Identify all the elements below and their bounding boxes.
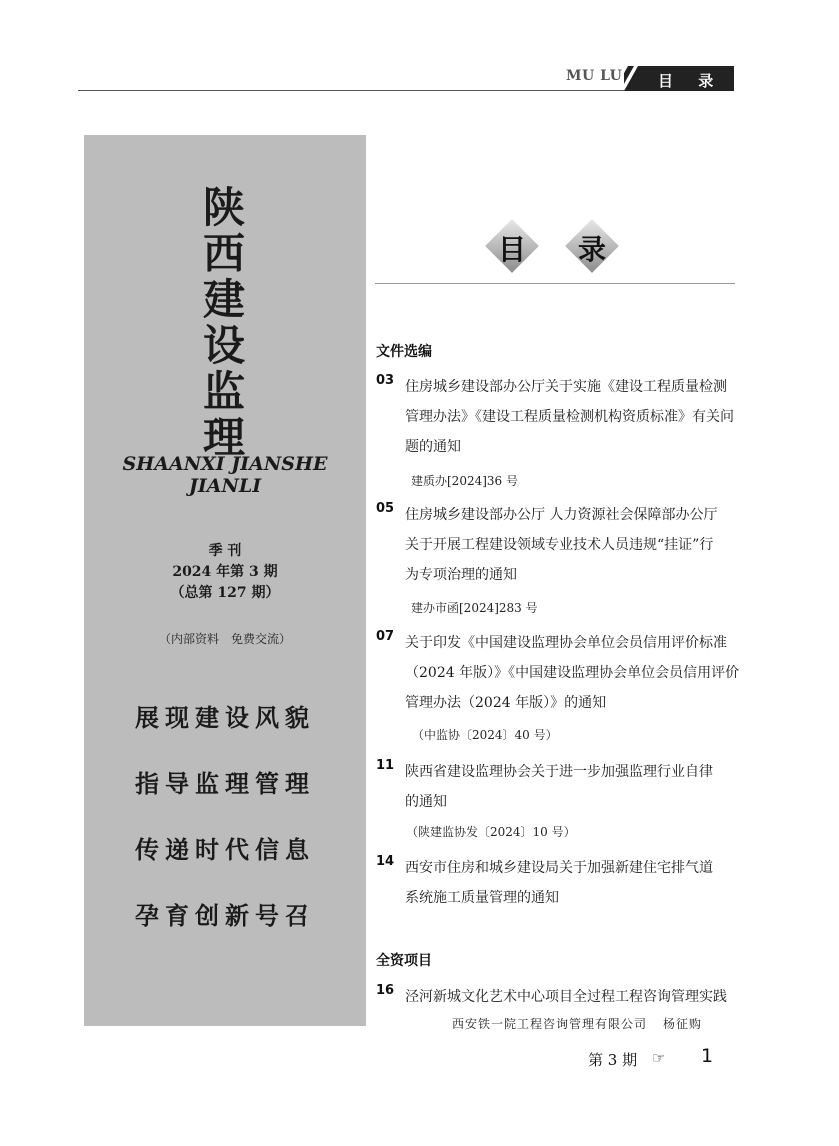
slogan: 孕育创新号召 xyxy=(135,901,315,930)
frequency: 季 刊 xyxy=(208,543,242,559)
entry-page: 11 xyxy=(376,758,395,773)
toc-heading-char: 目 xyxy=(497,233,526,266)
author-name: 杨征购 xyxy=(663,1017,703,1031)
slogans xyxy=(84,700,366,964)
header-mulu-text: MU LU xyxy=(566,68,623,84)
toc-heading xyxy=(484,218,624,274)
title-char: 西 xyxy=(202,229,245,278)
journal-title-vertical xyxy=(196,185,252,461)
footer-issue: 第 3 期 xyxy=(588,1051,638,1069)
pointing-hand-icon: ☞ xyxy=(652,1049,666,1067)
slogan: 传递时代信息 xyxy=(135,835,315,864)
entry-title xyxy=(405,853,738,913)
diamond-badge xyxy=(564,218,620,274)
entry-title-line: 的通知 xyxy=(405,794,447,810)
entry-title-line: 住房城乡建设部办公厅 人力资源社会保障部办公厅 xyxy=(405,507,718,523)
entry-page: 07 xyxy=(376,629,395,644)
entry-author xyxy=(452,1015,702,1032)
title-char: 建 xyxy=(202,275,245,324)
author-org: 西安铁一院工程咨询管理有限公司 xyxy=(452,1017,648,1031)
entry-title-line: 泾河新城文化艺术中心项目全过程工程咨询管理实践 xyxy=(405,989,727,1005)
toc-heading-char: 录 xyxy=(577,233,606,266)
entry-title-line: 关于印发《中国建设监理协会单位会员信用评价标准 xyxy=(405,635,727,651)
slogan: 指导监理管理 xyxy=(135,769,315,798)
page-number: 1 xyxy=(701,1045,714,1067)
entry-title-line: 系统施工质量管理的通知 xyxy=(405,890,559,906)
slogan: 展现建设风貌 xyxy=(135,703,315,732)
entry-doc-number: （中监协〔2024〕40 号） xyxy=(412,728,558,742)
entry-title-line: 陕西省建设监理协会关于进一步加强监理行业自律 xyxy=(405,764,713,780)
title-char: 理 xyxy=(202,413,245,462)
entry-title-line: 管理办法》《建设工程质量检测机构资质标准》有关问 xyxy=(405,409,734,425)
entry-title xyxy=(405,982,738,1012)
title-char: 设 xyxy=(202,321,245,370)
entry-page: 05 xyxy=(376,501,395,516)
entry-doc-number: 建办市函[2024]283 号 xyxy=(411,601,538,615)
entry-doc-number: 建质办[2024]36 号 xyxy=(411,474,518,488)
entry-title xyxy=(405,372,738,462)
entry-title-line: 西安市住房和城乡建设局关于加强新建住宅排气道 xyxy=(405,860,713,876)
entry-doc-number: （陕建监协发〔2024〕10 号） xyxy=(406,825,576,839)
section-title: 全资项目 xyxy=(376,953,432,969)
entry-title xyxy=(405,500,738,590)
entry-page: 16 xyxy=(376,983,395,998)
title-char: 监 xyxy=(202,367,245,416)
title-char: 陕 xyxy=(202,183,245,232)
entry-title-line: 住房城乡建设部办公厅关于实施《建设工程质量检测 xyxy=(405,379,727,395)
diamond-badge xyxy=(484,218,540,274)
entry-title-line: 题的通知 xyxy=(405,439,461,455)
issue-info xyxy=(84,541,366,604)
header-tab-label: 目 录 xyxy=(658,72,724,90)
internal-note: （内部资料 免费交流） xyxy=(158,632,291,646)
entry-title-line: 为专项治理的通知 xyxy=(405,567,517,583)
entry-title-line: （2024 年版）》《中国建设监理协会单位会员信用评价 xyxy=(405,665,740,681)
toc-rule xyxy=(375,283,735,284)
entry-title xyxy=(405,757,738,817)
entry-title xyxy=(405,628,738,718)
entry-page: 14 xyxy=(376,854,395,869)
total-issue: （总第 127 期） xyxy=(170,585,280,601)
entry-page: 03 xyxy=(376,373,395,388)
entry-title-line: 管理办法（2024 年版）》的通知 xyxy=(405,695,607,711)
section-title: 文件选编 xyxy=(376,344,432,360)
journal-pinyin: SHAANXI JIANSHE JIANLI xyxy=(122,453,328,497)
entry-title-line: 关于开展工程建设领域专业技术人员违规“挂证”行 xyxy=(405,537,714,553)
issue-number: 2024 年第 3 期 xyxy=(172,564,278,580)
